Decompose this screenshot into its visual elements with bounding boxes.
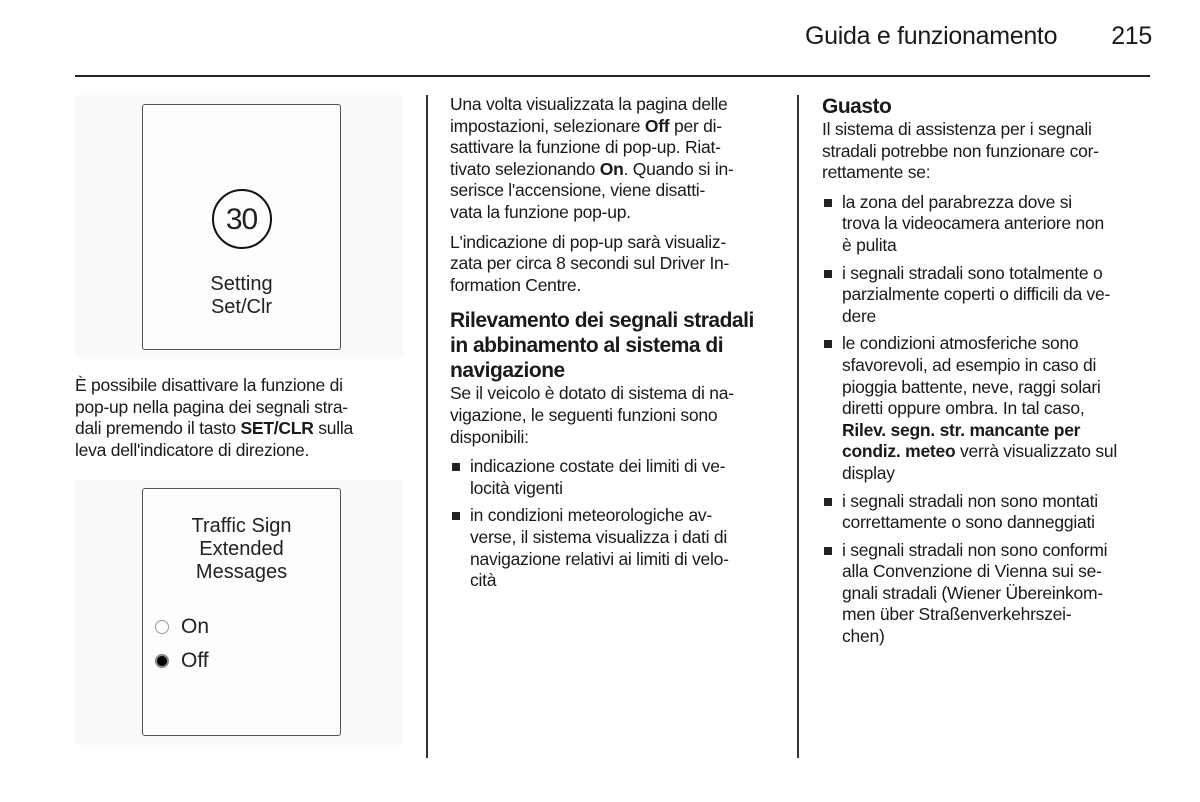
text-line: diretti oppure ombra. In tal caso, [842, 398, 1085, 419]
text-line: sfavorevoli, ad esempio in caso di [842, 354, 1097, 375]
text-line: Rilevamento dei segnali stradali [450, 309, 754, 333]
text-line: dere [842, 305, 877, 326]
speed-limit-sign-icon [212, 189, 272, 249]
radio-selected-icon [155, 654, 169, 668]
text-line: dali premendo il tasto SET/CLR sulla [75, 418, 353, 439]
bold-term: condiz. meteo [842, 441, 956, 462]
text-line: serisce l'accensione, viene disatti- [450, 180, 706, 201]
list-item [822, 540, 1162, 648]
text-line: navigazione [450, 359, 565, 383]
text-line: rettamente se: [822, 162, 931, 183]
display-screen [142, 488, 341, 736]
list-item [450, 505, 790, 591]
text-line: leva dell'indicatore di direzione. [75, 439, 310, 460]
text-line: pioggia battente, neve, raggi solari [842, 376, 1101, 397]
text-line: Una volta visualizzata la pagina delle [450, 94, 728, 114]
text-line: Il sistema di assistenza per i segnali [822, 119, 1092, 139]
text-line: L'indicazione di pop-up sarà visualiz- [450, 231, 726, 252]
text-line: pop-up nella pagina dei segnali stra- [75, 396, 348, 417]
bold-term: SET/CLR [240, 418, 314, 439]
text-line: locità vigenti [470, 477, 563, 498]
text-line: vigazione, le seguenti funzioni sono [450, 404, 718, 425]
text-line: Guasto [822, 95, 892, 118]
text-line: disponibili: [450, 426, 529, 447]
column-middle [450, 94, 790, 598]
set-clr-label: Set/Clr [210, 296, 273, 318]
column-divider [797, 95, 799, 758]
screen-title: Traffic Sign [191, 515, 292, 537]
text-line: in condizioni meteorologiche av- [470, 505, 712, 526]
bold-term: Rilev. segn. str. mancante per [842, 419, 1081, 440]
bold-term: On [599, 158, 624, 179]
option-off [155, 644, 340, 678]
text-line: impostazioni, selezionare Off per di- [450, 115, 722, 136]
figure-messages-display [75, 480, 403, 745]
text-line: vata la funzione pop-up. [450, 201, 631, 222]
text-line: parzialmente coperti o difficili da ve- [842, 284, 1111, 305]
display-screen [142, 104, 341, 350]
text-line: chen) [842, 626, 885, 647]
screen-title: Extended [199, 538, 284, 560]
text-line: stradali potrebbe non funzionare cor- [822, 140, 1099, 161]
paragraph [450, 94, 790, 224]
section-heading [450, 308, 790, 383]
column-divider [426, 95, 428, 758]
section-heading [822, 94, 1162, 119]
text-line: i segnali stradali non sono montati [842, 490, 1098, 511]
text-line: i segnali stradali sono totalmente o [842, 262, 1103, 283]
list-item [822, 192, 1162, 257]
list-item [822, 263, 1162, 328]
section-title: Guida e funzionamento [804, 22, 1058, 50]
text-line: cità [470, 570, 497, 591]
text-line: è pulita [842, 234, 897, 255]
text-line: verse, il sistema visualizza i dati di [470, 526, 727, 547]
text-line: indicazione costate dei limiti di ve- [470, 456, 726, 477]
list-item [822, 333, 1162, 484]
text-line: le condizioni atmosferiche sono [842, 333, 1079, 354]
text-line: display [842, 462, 895, 483]
option-label: On [181, 615, 210, 638]
page-number: 215 [1111, 22, 1152, 50]
option-on [155, 610, 340, 644]
text-line: formation Centre. [450, 274, 581, 295]
column-left-text [75, 375, 415, 469]
text-line: tivato selezionando On. Quando si in- [450, 158, 734, 179]
text-line: Se il veicolo è dotato di sistema di na- [450, 383, 734, 404]
text-line: men über Straßenverkehrszei- [842, 604, 1072, 625]
text-line: la zona del parabrezza dove si [842, 191, 1072, 212]
figure-setting-display [75, 95, 403, 357]
speed-limit-value: 30 [225, 202, 258, 236]
paragraph [75, 375, 415, 461]
paragraph [450, 232, 790, 297]
column-right [822, 94, 1162, 654]
bold-term: Off [644, 115, 670, 136]
text-line: alla Convenzione di Vienna sui se- [842, 561, 1102, 582]
text-line: trova la videocamera anteriore non [842, 213, 1104, 234]
text-line: È possibile disattivare la funzione di [75, 375, 343, 395]
header-rule [75, 75, 1150, 77]
paragraph [822, 119, 1162, 184]
paragraph [450, 383, 790, 448]
screen-title: Messages [195, 561, 288, 583]
text-line: gnali stradali (Wiener Übereinkom- [842, 582, 1103, 603]
list-item [450, 456, 790, 499]
text-line: in abbinamento al sistema di [450, 334, 724, 358]
text-line: i segnali stradali non sono conformi [842, 539, 1108, 560]
text-line: sattivare la funzione di pop-up. Riat- [450, 137, 721, 158]
setting-label: Setting [210, 273, 273, 295]
text-line: condiz. meteo verrà visualizzato sul [842, 441, 1117, 462]
text-line: zata per circa 8 secondi sul Driver In- [450, 253, 730, 274]
text-line: navigazione relativi ai limiti di velo- [470, 548, 729, 569]
list-item [822, 491, 1162, 534]
option-label: Off [181, 649, 209, 672]
radio-unselected-icon [155, 620, 169, 634]
running-header [805, 22, 1152, 51]
text-line: correttamente o sono danneggiati [842, 512, 1095, 533]
text-line [842, 420, 1162, 442]
